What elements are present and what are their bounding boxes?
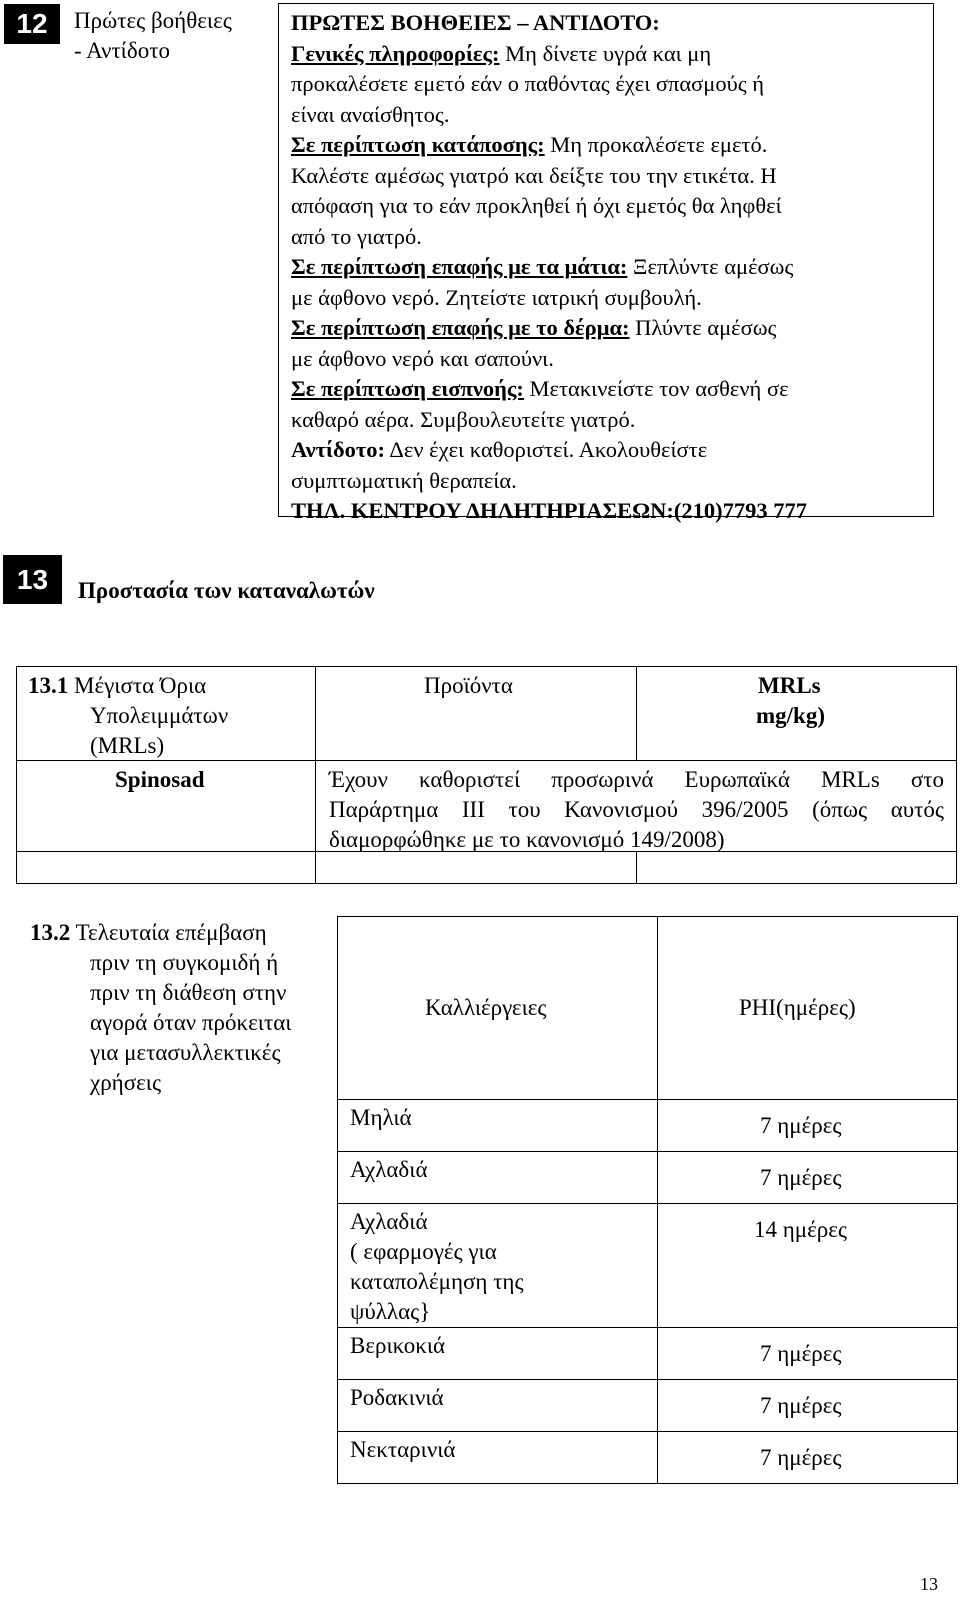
crop-name: Μηλιά — [350, 1105, 412, 1130]
phi-days: 7 ημέρες — [760, 1445, 842, 1470]
eyes-text: με άφθονο νερό. Ζητείστε ιατρική συμβουλή. — [291, 284, 702, 310]
ingestion-heading: Σε περίπτωση κατάποσης: — [291, 132, 545, 157]
active-substance: Spinosad — [115, 767, 205, 792]
mrl-header-mrls: MRLs — [758, 673, 821, 698]
mrl-header-units: mg/kg) — [756, 703, 825, 728]
crop-name: Αχλαδιά — [350, 1157, 428, 1182]
crop-name: καταπολέμηση της — [350, 1269, 524, 1294]
ingestion-info — [291, 130, 923, 161]
general-info-heading: Γενικές πληροφορίες: — [291, 40, 500, 66]
eyes-text: Ξεπλύντε αμέσως — [627, 254, 794, 279]
section-12-label — [74, 6, 232, 66]
mrl-note-line: Παράρτημα ΙΙΙ του Κανονισμού 396/2005 (όπως αυτός — [329, 797, 944, 822]
inhalation-text: Μετακινείστε τον ασθενή σε — [523, 376, 789, 401]
section-12-number — [4, 4, 60, 44]
section-12-number-text: 12 — [16, 8, 48, 39]
inhalation-info — [291, 374, 923, 405]
ingestion-text: Μη προκαλέσετε εμετό. — [544, 132, 768, 157]
crop-name: Νεκταρινιά — [350, 1437, 456, 1462]
phi-header-days: PHI(ημέρες) — [739, 995, 856, 1020]
antidote-heading: Αντίδοτο: — [291, 437, 386, 462]
phi-label-text: Τελευταία επέμβαση — [70, 920, 267, 945]
ingestion-text: Καλέστε αμέσως γιατρό και δείξτε του την ετικέτα. Η — [291, 162, 777, 188]
phi-label-line: πριν τη συγκομιδή ή — [90, 950, 279, 975]
inhalation-heading: Σε περίπτωση εισπνοής: — [291, 376, 524, 401]
poison-center-phone: ΤΗΛ. ΚΕΝΤΡΟΥ ΔΗΛΗΤΗΡΙΑΣΕΩΝ:(210)7793 777 — [291, 498, 808, 523]
inhalation-text: καθαρό αέρα. Συμβουλευτείτε γιατρό. — [291, 406, 636, 432]
eyes-info — [291, 252, 923, 283]
antidote-text: Δεν έχει καθοριστεί. Ακολουθείστε — [385, 437, 708, 462]
mrl-cell-empty — [16, 851, 316, 884]
phi-label-line: πριν τη διάθεση στην — [90, 980, 287, 1005]
section-12-label-line: - Αντίδοτο — [74, 38, 170, 63]
phi-days: 7 ημέρες — [760, 1393, 842, 1418]
mrl-note-line: διαμορφώθηκε με το κανονισμό 149/2008) — [329, 827, 725, 852]
antidote-text: συμπτωματική θεραπεία. — [291, 467, 517, 493]
antidote-info — [291, 435, 923, 466]
section-13-number-text: 13 — [16, 563, 49, 595]
phi-label-line: για μετασυλλεκτικές — [90, 1040, 281, 1065]
phi-label-line: χρήσεις — [90, 1070, 162, 1095]
phi-days: 7 ημέρες — [760, 1341, 842, 1366]
ingestion-text: από το γιατρό. — [291, 223, 422, 249]
general-info — [291, 39, 923, 70]
general-info-text: είναι αναίσθητος. — [291, 101, 450, 127]
eyes-heading: Σε περίπτωση επαφής με τα μάτια: — [291, 254, 628, 279]
crop-name: Βερικοκιά — [350, 1333, 446, 1358]
mrl-label-line: Υπολειμμάτων — [90, 703, 229, 728]
crop-name: ( εφαρμογές για — [350, 1239, 497, 1264]
mrl-cell-empty — [315, 851, 637, 884]
skin-heading: Σε περίπτωση επαφής με το δέρμα: — [291, 315, 630, 340]
phi-header-crops: Καλλιέργειες — [425, 995, 547, 1020]
mrl-label-line: (MRLs) — [90, 733, 165, 758]
phi-subsection-number: 13.2 — [30, 920, 71, 945]
mrl-cell-empty — [636, 851, 957, 884]
general-info-text: προκαλέσετε εμετό εάν ο παθόντας έχει σπασμούς ή — [291, 71, 765, 96]
page-number: 13 — [920, 1574, 938, 1594]
section-13-title: Προστασία των καταναλωτών — [78, 578, 375, 603]
mrl-subsection-number: 13.1 — [28, 673, 69, 698]
general-info-text: Μη δίνετε υγρά και μη — [499, 40, 712, 66]
phi-days: 7 ημέρες — [760, 1165, 842, 1190]
phi-label-line — [30, 918, 267, 949]
mrl-label-line — [28, 671, 206, 702]
section-13-number — [3, 555, 62, 604]
crop-name: ψύλλας} — [350, 1299, 431, 1324]
first-aid-title: ΠΡΩΤΕΣ ΒΟΗΘΕΙΕΣ – ΑΝΤΙΔΟΤΟ: — [291, 10, 660, 35]
phi-label-line: αγορά όταν πρόκειται — [90, 1010, 292, 1035]
first-aid-box — [278, 3, 934, 523]
crop-name: Αχλαδιά — [350, 1209, 428, 1234]
mrl-note-line: Έχουν καθοριστεί προσωρινά Ευρωπαϊκά MRLs στο — [329, 767, 944, 792]
phi-days: 14 ημέρες — [754, 1217, 848, 1242]
mrl-label-text: Μέγιστα Όρια — [68, 673, 207, 698]
crop-name: Ροδακινιά — [350, 1385, 444, 1410]
skin-text: Πλύντε αμέσως — [629, 315, 777, 340]
phi-days: 7 ημέρες — [760, 1113, 842, 1138]
mrl-header-products: Προϊόντα — [424, 673, 513, 698]
section-12-label-line: Πρώτες βοήθειες — [74, 8, 232, 33]
skin-info — [291, 313, 923, 344]
ingestion-text: απόφαση για το εάν προκληθεί ή όχι εμετός θα ληφθεί — [291, 193, 782, 218]
skin-text: με άφθονο νερό και σαπούνι. — [291, 345, 554, 371]
